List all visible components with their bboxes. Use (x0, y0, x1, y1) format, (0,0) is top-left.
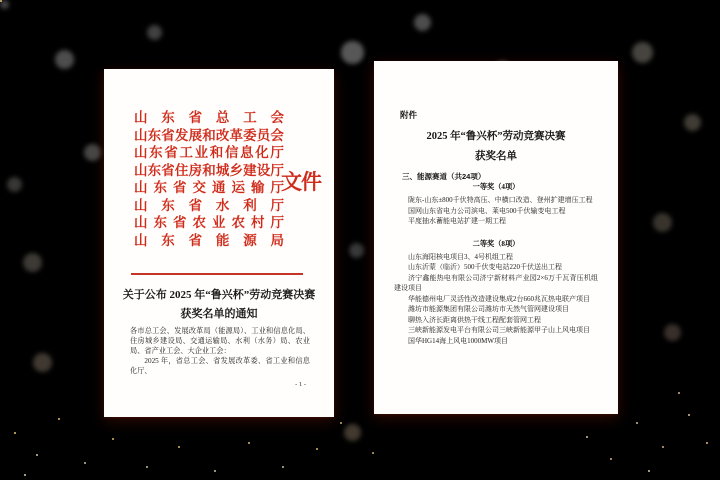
award-list-page (374, 61, 618, 414)
award-list-title-line1: 2025 年“鲁兴杯”劳动竞赛决赛 (426, 131, 566, 142)
first-prize-items (394, 195, 598, 227)
award-item: 华能德州电厂灵活性改造建设集成2台660兆瓦热电联产项目 (408, 294, 590, 303)
award-item: 平度抽水蓄能电站扩建一期工程 (408, 217, 506, 225)
department-letterhead-line: 山 东 省 交 通 运 输 厅 (134, 180, 284, 195)
second-prize-group (394, 239, 598, 347)
first-prize-group (394, 182, 598, 227)
document-label: 文件 (281, 170, 321, 194)
bokeh-light-dots (0, 0, 9, 9)
attachment-label: 附件 (400, 110, 418, 120)
red-divider-line (131, 273, 303, 275)
notice-document-page (104, 69, 334, 417)
glitter-sparkles (0, 0, 2, 2)
award-item: 国华HG14海上风电1000MW项目 (408, 336, 508, 345)
notice-title-line1: 关于公布 2025 年“鲁兴杯”劳动竞赛决赛 (122, 289, 316, 301)
second-prize-heading: 二等奖（8项） (472, 239, 520, 248)
award-item: 聊热入济长距离供热干线工程配套管网工程 (408, 315, 541, 324)
first-prize-heading: 一等奖（4项） (472, 183, 520, 191)
department-letterhead-line: 山 东 省 发 展 和 改 革 委 员 会 (134, 127, 284, 143)
department-letterhead-line: 山 东 省 农 业 农 村 厅 (134, 215, 284, 230)
notice-body-paragraph: 各市总工会、发展改革局（能源局）、工业和信息化局、住房城乡建设局、交通运输局、水利（水务）局、农业局、省产业工会、大企业工会： (130, 327, 310, 355)
award-item: 陇东-山东±800千伏特高压、中横口改造、登州扩建增压工程 (408, 196, 593, 204)
department-letterhead-line: 山 东 省 工 业 和 信 息 化 厅 (134, 145, 284, 160)
department-letterhead-line: 山 东 省 住 房 和 城 乡 建 设 厅 (134, 162, 284, 178)
notice-title (104, 286, 334, 324)
department-letterhead-list (134, 109, 284, 249)
award-list-body (394, 182, 598, 346)
notice-body-paragraph: 2025 年，省总工会、省发展改革委、省工业和信息化厅、 (130, 357, 310, 375)
award-item: 山东海阳核电项目3、4号机组工程 (408, 252, 513, 261)
award-item: 潍坊市能源集团有限公司潍坊市天然气管网建设项目 (408, 305, 569, 313)
notice-body (130, 326, 310, 376)
award-item: 国网山东省电力公司滨电、莱电500千伏输变电工程 (408, 206, 566, 215)
award-item: 三峡新能源发电平台有限公司三峡新能源甲子山上风电项目 (408, 326, 590, 334)
award-item: 山东沂蒙（临沂）500千伏变电站220千伏送出工程 (408, 263, 562, 271)
second-prize-items (394, 252, 598, 347)
award-list-title (374, 127, 618, 167)
page-number: - 1 - (295, 381, 306, 388)
award-item: 济宁鑫能热电有限公司济宁新材料产业园2×6万千瓦背压机组建设项目 (394, 273, 598, 292)
section-heading-energy-track: 三、能源赛道（共24项） (402, 172, 486, 181)
award-list-title-line2: 获奖名单 (475, 151, 517, 162)
notice-title-line2: 获奖名单的通知 (180, 308, 258, 320)
department-letterhead-line: 山 东 省 水 利 厅 (134, 197, 284, 213)
department-letterhead-line: 山 东 省 总 工 会 (134, 110, 284, 125)
department-letterhead-line: 山 东 省 能 源 局 (134, 232, 284, 248)
